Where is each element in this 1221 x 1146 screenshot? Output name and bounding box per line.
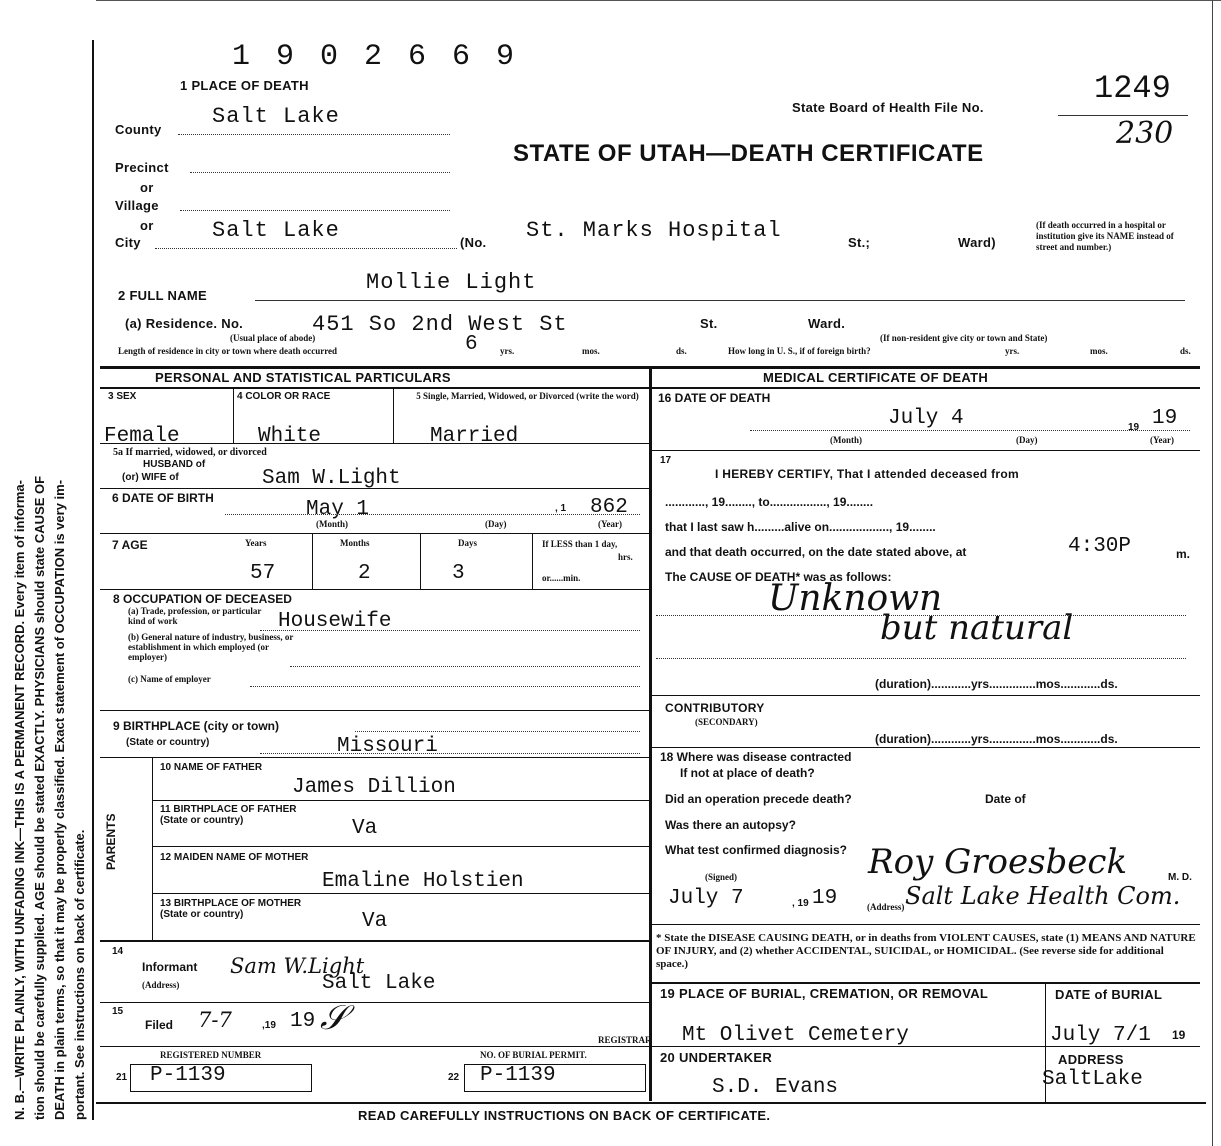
column-divider [649, 366, 652, 1101]
side-line-2: tion should be carefully supplied. AGE should be stated EXACTLY. PHYSICIANS should state CAUSE OF [32, 475, 47, 1120]
sex-label: 3 SEX [108, 391, 137, 402]
cause-line-2: but natural [880, 608, 1074, 648]
dob-day-label: (Day) [485, 519, 507, 529]
undertaker-address-label: ADDRESS [1058, 1052, 1124, 1067]
usual-place-label: (Usual place of abode) [230, 333, 316, 343]
medical-row-line-1 [652, 450, 1200, 451]
occupation-label: 8 OCCUPATION OF DECEASED [113, 592, 292, 606]
no-label: (No. [460, 235, 487, 250]
county-value: Salt Lake [212, 104, 340, 129]
certificate-number: 1 9 0 2 6 6 9 [232, 40, 519, 74]
row-line-9 [152, 893, 649, 894]
mos2-label: mos. [1090, 346, 1108, 356]
time-of-death: 4:30P [1068, 535, 1132, 558]
occ-c-line [250, 686, 640, 687]
residence-label: (a) Residence. No. [125, 316, 244, 331]
full-name-value: Mollie Light [366, 270, 537, 295]
footer-line [96, 1102, 1206, 1104]
row-line-12 [100, 1046, 649, 1047]
burial-year: 19 [1172, 1028, 1186, 1042]
marital-value: Married [430, 425, 519, 448]
occurred-text: and that death occurred, on the date stated above, at [665, 545, 967, 559]
burial-date-label: DATE of BURIAL [1055, 987, 1163, 1002]
contributory-label: CONTRIBUTORY [665, 701, 765, 715]
filed-num: 15 [112, 1006, 124, 1017]
burial-permit-label: NO. OF BURIAL PERMIT. [480, 1050, 587, 1060]
father-birthplace-label: 11 BIRTHPLACE OF FATHER (State or country) [160, 804, 297, 826]
city-value: Salt Lake [212, 218, 340, 243]
or-label-1: or [140, 180, 154, 195]
reg-number-value: P-1139 [150, 1064, 226, 1087]
occ-b-label: (b) General nature of industry, business, or establishment in which employed (or employer) [128, 632, 294, 662]
age-divider-1 [312, 533, 313, 589]
file-number-handwritten: 230 [1116, 116, 1174, 151]
death-year-prefix: 19 [1128, 422, 1140, 433]
residence-value: 451 So 2nd West St [312, 312, 568, 337]
row-line-3 [100, 533, 649, 534]
nonresident-label: (If non-resident give city or town and State) [880, 333, 1048, 343]
death-month-label: (Month) [830, 435, 862, 445]
informant-address-label: (Address) [142, 980, 180, 990]
row-line-4 [100, 589, 649, 590]
father-value: James Dillion [292, 776, 456, 799]
residence-st-label: St. [700, 316, 718, 331]
right-border [1212, 0, 1213, 1146]
filed-value: 7-7 [198, 1008, 232, 1032]
residence-ward-label: Ward. [808, 316, 846, 331]
undertaker-label: 20 UNDERTAKER [660, 1050, 773, 1065]
signed-address: Salt Lake Health Com. [905, 882, 1181, 910]
undertaker-address: SaltLake [1042, 1068, 1143, 1091]
medical-row-line-5 [652, 982, 1200, 984]
parents-label: PARENTS [104, 813, 118, 870]
dob-year-label: (Year) [598, 519, 622, 529]
physician-signature: Roy Groesbeck [868, 842, 1128, 882]
test-label: What test confirmed diagnosis? [665, 843, 848, 857]
undertaker-value: S.D. Evans [712, 1076, 839, 1099]
mos-label: mos. [582, 346, 600, 356]
dob-label: 6 DATE OF BIRTH [112, 491, 214, 505]
occ-a-label: (a) Trade, profession, or particular kind of work [128, 606, 262, 626]
sex-divider [233, 387, 234, 443]
age-years: 57 [250, 562, 276, 585]
occupation-line [260, 630, 640, 631]
birthplace-line-1 [355, 731, 640, 732]
spouse-label-c: (or) WIFE of [122, 472, 179, 483]
precinct-label: Precinct [115, 160, 169, 175]
medical-row-line-6 [652, 1046, 1200, 1047]
color-divider [393, 387, 394, 443]
duration-2: (duration)............yrs..............mos............ds. [875, 732, 1118, 746]
cause-line-a [656, 615, 1186, 616]
st-label: St.; [848, 235, 871, 250]
occupation-value: Housewife [278, 610, 392, 633]
top-border [96, 0, 1221, 1]
footer-text: READ CAREFULLY INSTRUCTIONS ON BACK OF CERTIFICATE. [358, 1108, 771, 1123]
age-divider-2 [420, 533, 421, 589]
date-of-death-label: 16 DATE OF DEATH [658, 391, 771, 405]
months-label: Months [340, 538, 370, 548]
medical-heading-line [652, 387, 1200, 389]
spouse-label-a: 5a If married, widowed, or divorced [113, 447, 267, 458]
date-of-death-line [750, 430, 1190, 431]
cause-note: * State the DISEASE CAUSING DEATH, or in deaths from VIOLENT CAUSES, state (1) MEANS AND NATURE OF INJURY, and (2) whether ACCIDENTAL, SUICIDAL, or HOMICIDAL. (See reverse side for additional space.) [656, 932, 1196, 970]
lessthan-label: If LESS than 1 day, [542, 539, 618, 549]
yrs2-label: yrs. [1005, 346, 1020, 356]
permit-number-value: P-1139 [480, 1064, 556, 1087]
row-line-5 [100, 710, 649, 711]
duration-1: (duration)............yrs..............mos............ds. [875, 677, 1118, 691]
years-label: Years [245, 538, 267, 548]
row-line-2 [100, 488, 649, 489]
signed-date: July 7 [668, 887, 744, 910]
marital-label: 5 Single, Married, Widowed, or Divorced (write the word) [416, 391, 639, 401]
where-label-2: If not at place of death? [680, 766, 815, 780]
side-line-3: DEATH in plain terms, so that it may be properly classified. Exact statement of OCCUPATION is very im- [52, 479, 67, 1120]
full-name-line [255, 300, 1185, 301]
occ-c-label: (c) Name of employer [128, 674, 211, 684]
us-residence-label: How long in U. S., if of foreign birth? [728, 346, 871, 356]
personal-heading: PERSONAL AND STATISTICAL PARTICULARS [155, 370, 451, 385]
side-line-1: N. B.—WRITE PLAINLY, WITH UNFADING INK—THIS IS A PERMANENT RECORD. Every item of informa- [12, 480, 27, 1120]
row-line-6 [100, 757, 649, 758]
or-label-2: or [140, 218, 154, 233]
length-residence-label: Length of residence in city or town where death occurred [118, 346, 338, 356]
medical-heading: MEDICAL CERTIFICATE OF DEATH [763, 370, 989, 385]
side-instructions [10, 80, 90, 1120]
death-year-label: (Year) [1150, 435, 1174, 445]
ds2-label: ds. [1180, 346, 1191, 356]
informant-address: Salt Lake [322, 972, 436, 995]
birthplace-value: Missouri [337, 735, 438, 758]
length-years: 6 [465, 333, 478, 356]
signed-address-label: (Address) [867, 902, 905, 912]
county-line [178, 134, 450, 135]
burial-place: Mt Olivet Cemetery [682, 1024, 909, 1047]
cause-label: The CAUSE OF DEATH* was as follows: [665, 570, 892, 584]
row-line-10 [100, 940, 649, 942]
yrs-label: yrs. [500, 346, 515, 356]
village-line [180, 210, 450, 211]
secondary-label: (SECONDARY) [695, 717, 758, 727]
informant-value: Sam W.Light [230, 954, 365, 978]
cause-line-b [656, 658, 1186, 659]
color-label: 4 COLOR OR RACE [237, 391, 331, 402]
age-label: 7 AGE [112, 538, 148, 552]
informant-label: Informant [142, 960, 198, 974]
personal-heading-line [100, 387, 649, 389]
birthplace-state-label: (State or country) [126, 737, 210, 748]
birthplace-line-2 [260, 753, 640, 754]
city-label: City [115, 235, 141, 250]
age-days: 3 [452, 562, 465, 585]
sex-value: Female [104, 425, 180, 448]
left-border [92, 40, 94, 1120]
days-label: Days [458, 538, 478, 548]
signed-year-prefix: , 19 [792, 898, 809, 909]
full-name-label: 2 FULL NAME [118, 288, 208, 303]
operation-label: Did an operation precede death? [665, 792, 852, 806]
spouse-label-b: HUSBAND of [143, 459, 206, 470]
mother-birthplace-label: 13 BIRTHPLACE OF MOTHER (State or country) [160, 898, 302, 920]
filed-label: Filed [145, 1018, 174, 1032]
occ-b-line [290, 666, 640, 667]
county-label: County [115, 122, 162, 137]
md-label: M. D. [1168, 872, 1192, 883]
dob-month-label: (Month) [316, 519, 348, 529]
hospital-note: (If death occurred in a hospital or institution give its NAME instead of street and number.) [1036, 220, 1174, 252]
or-min-label: or......min. [542, 573, 581, 583]
ward-label: Ward) [958, 235, 996, 250]
burial-label: 19 PLACE OF BURIAL, CREMATION, OR REMOVAL [660, 986, 989, 1001]
city-line [155, 248, 457, 249]
parents-divider [152, 757, 153, 940]
mother-label: 12 MAIDEN NAME OF MOTHER [160, 852, 309, 863]
permit-index: 22 [448, 1072, 460, 1083]
medical-row-line-4 [652, 924, 1200, 925]
precinct-line [190, 172, 450, 173]
dob-line [225, 514, 640, 515]
row-line-11 [100, 1002, 649, 1003]
m-label: m. [1176, 547, 1191, 561]
dob-year-prefix: , 1 [555, 503, 567, 514]
state-board-label: State Board of Health File No. [792, 100, 984, 115]
row-line-8 [152, 846, 649, 847]
spouse-value: Sam W.Light [262, 467, 401, 490]
burial-date: July 7/1 [1050, 1024, 1151, 1047]
dob-year: 862 [590, 496, 628, 519]
registrar-signature: 𝒮 [320, 998, 347, 1038]
informant-num: 14 [112, 946, 124, 957]
age-divider-3 [532, 533, 533, 589]
reg-number-label: REGISTERED NUMBER [160, 1050, 262, 1060]
place-of-death-heading: 1 PLACE OF DEATH [180, 78, 309, 93]
mother-birthplace-value: Va [362, 910, 388, 933]
row-line-1 [100, 443, 649, 444]
medical-row-line-3 [652, 747, 1200, 748]
death-day-label: (Day) [1016, 435, 1038, 445]
num17: 17 [660, 455, 672, 466]
death-year: 19 [1152, 407, 1178, 430]
certificate-title: STATE OF UTAH—DEATH CERTIFICATE [513, 140, 984, 167]
date-of-label: Date of [985, 792, 1026, 806]
file-number: 1249 [1094, 70, 1171, 107]
medical-row-line-2 [652, 695, 1200, 696]
registrar-label: REGISTRAR [598, 1035, 652, 1045]
last-saw-text: that I last saw h.........alive on.................., 19........ [665, 520, 936, 534]
filed-year: 19 [290, 1010, 316, 1033]
ds-label: ds. [676, 346, 687, 356]
signed-year: 19 [812, 887, 838, 910]
hrs-label: hrs. [618, 552, 633, 562]
certify-text: I HEREBY CERTIFY, That I attended deceased from [715, 467, 1019, 481]
village-label: Village [115, 198, 159, 213]
father-birthplace-value: Va [352, 817, 378, 840]
side-line-4: portant. See instructions on back of certificate. [72, 829, 87, 1120]
age-months: 2 [358, 562, 371, 585]
where-label: 18 Where was disease contracted [660, 750, 852, 764]
father-label: 10 NAME OF FATHER [160, 762, 263, 773]
filed-year-prefix: ,19 [262, 1020, 276, 1031]
dob-value: May 1 [306, 498, 370, 521]
signed-label: (Signed) [705, 872, 738, 882]
date-of-death-value: July 4 [888, 407, 964, 430]
birthplace-label: 9 BIRTHPLACE (city or town) [113, 719, 280, 733]
mother-value: Emaline Holstien [322, 870, 524, 893]
from-to-text: ............, 19........, to................., 19........ [665, 495, 874, 509]
color-value: White [258, 425, 322, 448]
autopsy-label: Was there an autopsy? [665, 818, 796, 832]
cause-line-1: Unknown [768, 578, 943, 619]
row-line-7 [152, 800, 649, 801]
street-value: St. Marks Hospital [526, 218, 782, 243]
reg-num-index: 21 [116, 1072, 128, 1083]
